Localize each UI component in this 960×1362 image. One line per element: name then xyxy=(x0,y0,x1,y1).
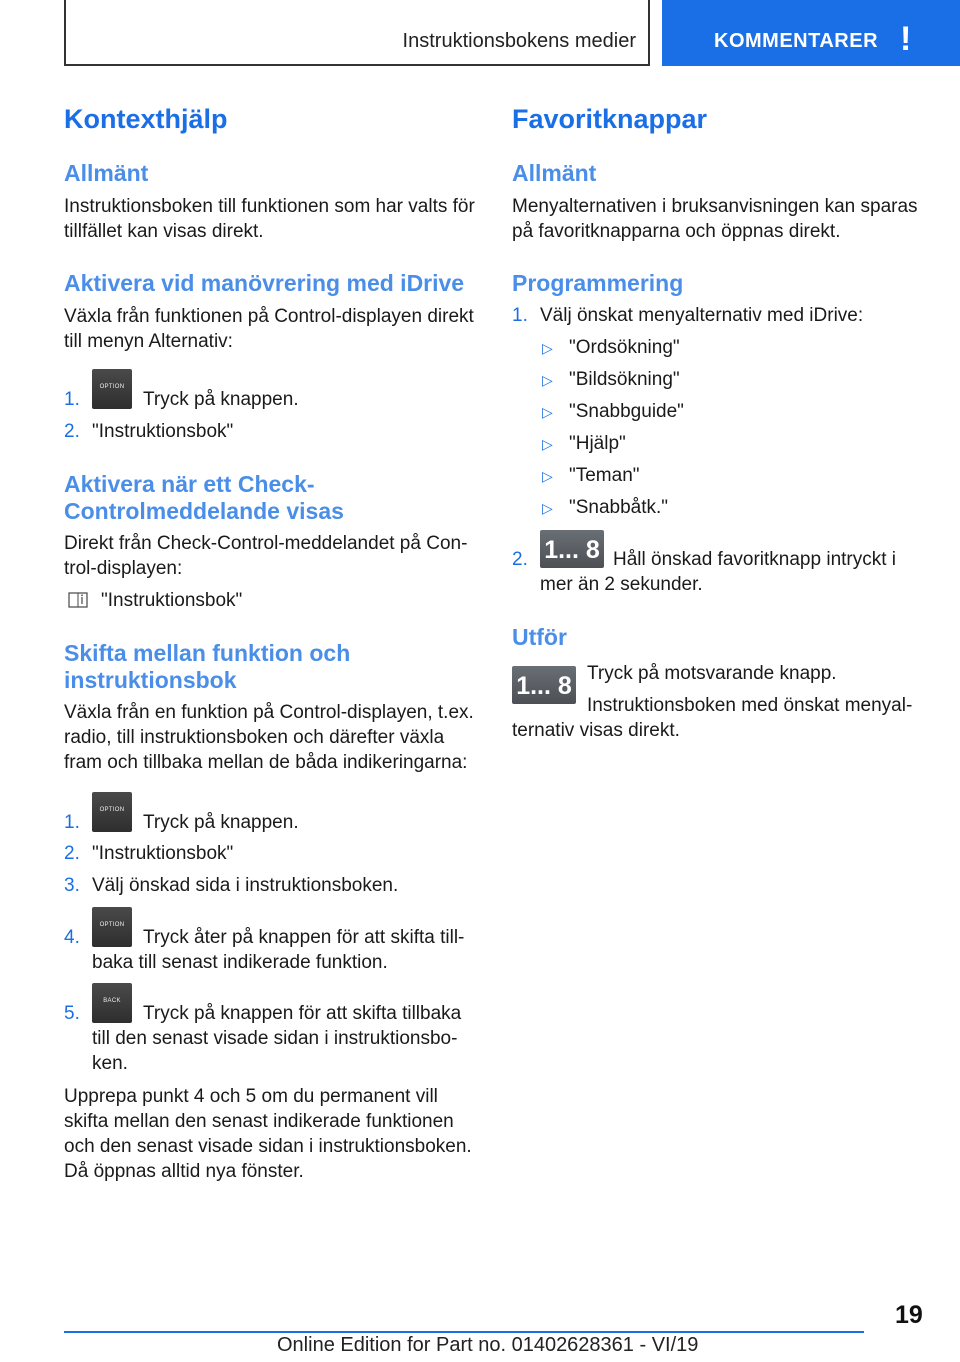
header-comments-title: KOMMENTARER xyxy=(714,30,879,52)
sub-list-item: "Ordsökning" xyxy=(569,337,680,358)
step-text: Tryck åter på knappen för att skifta till- xyxy=(143,927,465,948)
triangle-bullet-icon: ▷ xyxy=(542,372,553,388)
book-icon xyxy=(68,591,88,609)
triangle-bullet-icon: ▷ xyxy=(542,500,553,516)
step-number: 2. xyxy=(64,843,80,864)
heading-skifta: instruktionsbok xyxy=(64,667,237,693)
paragraph: Växla från en funktion på Control-displayen, t.ex. xyxy=(64,702,474,723)
heading-utfor: Utför xyxy=(512,624,567,650)
list-item: "Instruktionsbok" xyxy=(101,590,243,611)
header-comments-tab[interactable] xyxy=(662,0,960,66)
step-text: Håll önskad favoritknapp intryckt i xyxy=(613,549,897,570)
page-header xyxy=(64,0,960,66)
step-text: Välj önskad sida i instruktionsboken. xyxy=(92,875,399,896)
favorite-buttons-icon: 1... 8 xyxy=(540,530,604,568)
step-text: ken. xyxy=(92,1053,128,1074)
section-title-favoritknappar: Favoritknappar xyxy=(512,104,708,134)
paragraph: radio, till instruktionsboken och därefter växla xyxy=(64,727,445,748)
step-number: 1. xyxy=(64,389,80,410)
header-section-title: Instruktionsbokens medier xyxy=(402,30,636,52)
paragraph: Direkt från Check-Control-meddelandet på Con- xyxy=(64,533,468,554)
paragraph: Instruktionsboken till funktionen som har valts för xyxy=(64,196,475,217)
back-button-icon: BACK xyxy=(92,983,132,1023)
heading-programmering: Programmering xyxy=(512,270,684,296)
page-number: 19 xyxy=(895,1301,923,1329)
heading-allmant: Allmänt xyxy=(512,160,597,186)
step-number: 2. xyxy=(64,421,80,442)
heading-idrive: Aktivera vid manövrering med iDrive xyxy=(64,270,465,296)
paragraph: Tryck på motsvarande knapp. xyxy=(587,663,837,684)
footer-edition: Online Edition for Part no. 01402628361 - VI/19 xyxy=(277,1334,699,1356)
triangle-bullet-icon: ▷ xyxy=(542,436,553,452)
sub-list-item: "Snabbåtk." xyxy=(569,497,669,518)
header-section-tab[interactable] xyxy=(64,0,650,66)
step-text: till den senast visade sidan i instruktionsbo- xyxy=(92,1028,458,1049)
step-number: 3. xyxy=(64,875,80,896)
step-number: 5. xyxy=(64,1003,80,1024)
step-text: "Instruktionsbok" xyxy=(92,421,234,442)
sub-list-item: "Teman" xyxy=(569,465,640,486)
step-number: 1. xyxy=(512,305,528,326)
step-number: 2. xyxy=(512,549,528,570)
step-text: "Instruktionsbok" xyxy=(92,843,234,864)
paragraph: Menyalternativen i bruksanvisningen kan sparas xyxy=(512,196,918,217)
step-number: 4. xyxy=(64,927,80,948)
step-text: mer än 2 sekunder. xyxy=(540,574,703,595)
step-text: Välj önskat menyalternativ med iDrive: xyxy=(540,305,864,326)
paragraph: Instruktionsboken med önskat menyal- xyxy=(587,695,913,716)
footer-divider xyxy=(64,1331,864,1333)
option-button-icon: OPTION xyxy=(92,907,132,947)
paragraph: fram och tillbaka mellan de båda indikeringarna: xyxy=(64,752,468,773)
sub-list-item: "Hjälp" xyxy=(569,433,626,454)
paragraph: skifta mellan den senast indikerade funktionen xyxy=(64,1111,454,1132)
paragraph: ternativ visas direkt. xyxy=(512,720,680,741)
section-title-kontexthjalp: Kontexthjälp xyxy=(64,104,228,134)
paragraph: på favoritknapparna och öppnas direkt. xyxy=(512,221,841,242)
step-text: Tryck på knappen. xyxy=(143,812,299,833)
paragraph: och den senast visade sidan i instruktionsboken. xyxy=(64,1136,472,1157)
step-number: 1. xyxy=(64,812,80,833)
paragraph: trol-displayen: xyxy=(64,558,183,579)
triangle-bullet-icon: ▷ xyxy=(542,404,553,420)
sub-list-item: "Snabbguide" xyxy=(569,401,684,422)
paragraph: Upprepa punkt 4 och 5 om du permanent vill xyxy=(64,1086,438,1107)
paragraph: Då öppnas alltid nya fönster. xyxy=(64,1161,304,1182)
exclamation-icon: ! xyxy=(900,20,912,58)
paragraph: tillfället kan visas direkt. xyxy=(64,221,264,242)
paragraph: Växla från funktionen på Control-displayen direkt xyxy=(64,306,474,327)
heading-check-control: Controlmeddelande visas xyxy=(64,498,344,524)
heading-check-control: Aktivera när ett Check- xyxy=(64,471,315,497)
sub-list-item: "Bildsökning" xyxy=(569,369,680,390)
heading-skifta: Skifta mellan funktion och xyxy=(64,640,351,666)
triangle-bullet-icon: ▷ xyxy=(542,468,553,484)
triangle-bullet-icon: ▷ xyxy=(542,340,553,356)
step-text: Tryck på knappen för att skifta tillbaka xyxy=(143,1003,462,1024)
option-button-icon: OPTION xyxy=(92,369,132,409)
step-text: baka till senast indikerade funktion. xyxy=(92,952,388,973)
favorite-buttons-icon: 1... 8 xyxy=(512,666,576,704)
paragraph: till menyn Alternativ: xyxy=(64,331,233,352)
step-text: Tryck på knappen. xyxy=(143,389,299,410)
heading-allmant: Allmänt xyxy=(64,160,149,186)
option-button-icon: OPTION xyxy=(92,792,132,832)
